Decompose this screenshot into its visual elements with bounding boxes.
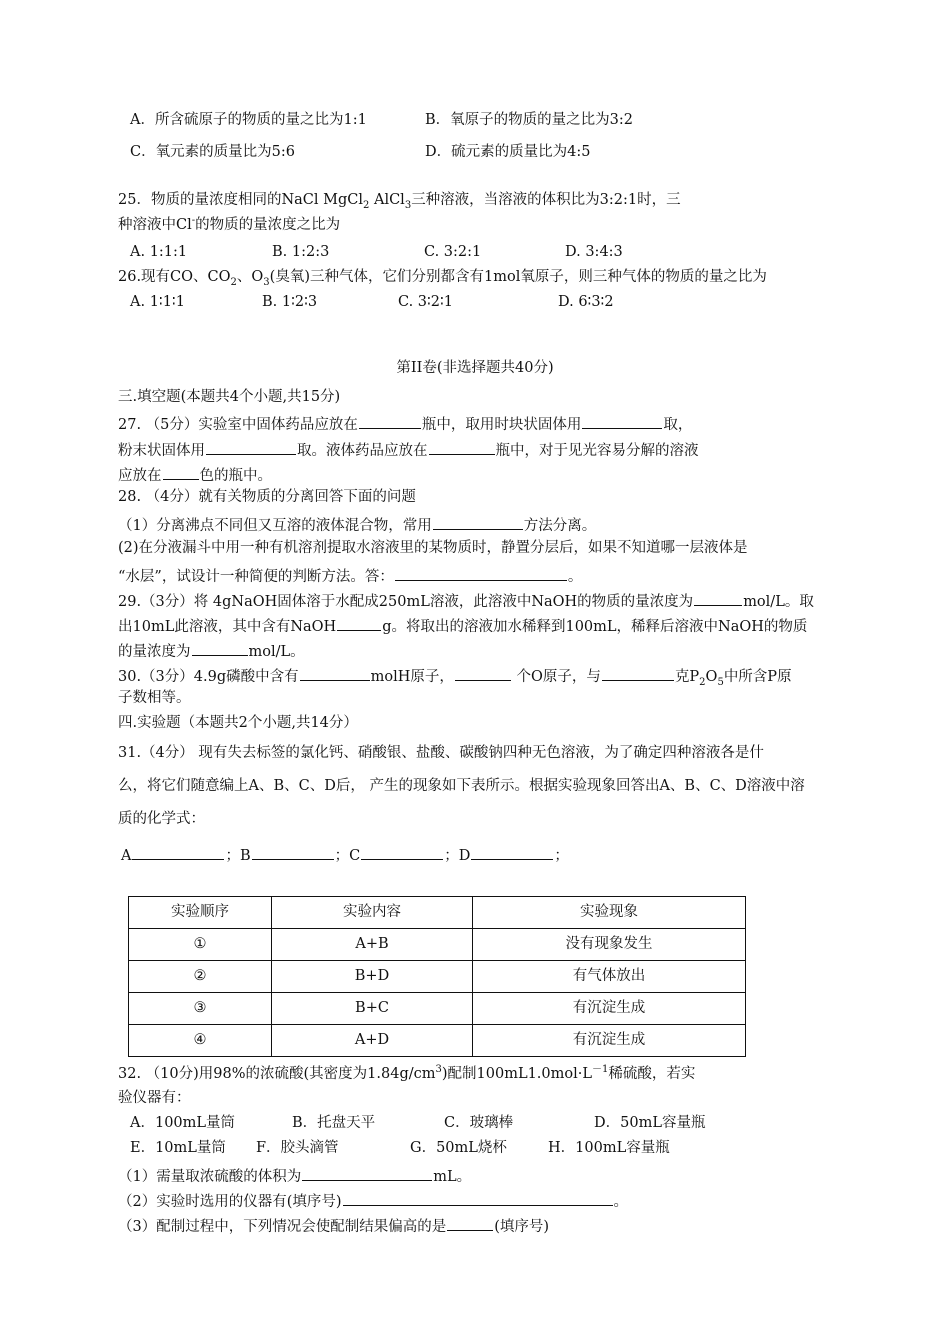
answer-blank[interactable] bbox=[694, 591, 742, 606]
q30-line1: 30.（3分）4.9g磷酸中含有 molH原子， 个O原子，与 克$P_2O_5$中所含P原 bbox=[118, 666, 792, 685]
q32-option-e: E．10mL量筒 bbox=[130, 1140, 226, 1156]
q29-line1: 29.（3分）将 4gNaOH固体溶于水配成250mL溶液，此溶液中NaOH的物质的量浓度为 mol/L。取 bbox=[118, 591, 814, 610]
part3-heading: 三.填空题(本题共4个小题,共15分) bbox=[118, 389, 341, 405]
q31-answers: A ；B ；C ；D ； bbox=[121, 845, 569, 864]
q32-option-b: B．托盘天平 bbox=[292, 1115, 376, 1131]
q24-option-c: C．氧元素的质量比为5:6 bbox=[130, 144, 295, 160]
q26-option-a: A. 1∶1∶1 bbox=[130, 294, 185, 310]
table-cell: B+C bbox=[272, 993, 473, 1025]
q32-option-c: C．玻璃棒 bbox=[444, 1115, 514, 1131]
q25-stem-line2: 种溶液中Cl-的物质的量浓度之比为 bbox=[118, 215, 341, 233]
answer-blank[interactable] bbox=[455, 666, 511, 681]
table-cell: B+D bbox=[272, 961, 473, 993]
answer-blank[interactable] bbox=[582, 414, 662, 429]
table-header: 实验现象 bbox=[473, 897, 746, 929]
table-header: 实验内容 bbox=[272, 897, 473, 929]
q32-option-g: G．50mL烧杯 bbox=[410, 1140, 507, 1156]
q32-option-f: F．胶头滴管 bbox=[256, 1140, 339, 1156]
table-header-row bbox=[129, 897, 746, 929]
q27-line1: 27. （5分）实验室中固体药品应放在 瓶中，取用时块状固体用 取， bbox=[118, 414, 692, 433]
q25-stem-line1: 25．物质的量浓度相同的NaCl MgCl$_2$ AlCl$_3$三种溶液，当溶液的体积比为3:2:1时，三 bbox=[118, 192, 681, 211]
answer-blank[interactable] bbox=[433, 515, 523, 530]
q32-option-d: D．50mL容量瓶 bbox=[594, 1115, 706, 1131]
q32-sub3: （3）配制过程中，下列情况会使配制结果偏高的是 (填序号) bbox=[118, 1216, 549, 1235]
answer-blank[interactable] bbox=[163, 465, 199, 480]
answer-blank[interactable] bbox=[206, 440, 296, 455]
section2-title: 第II卷(非选择题共40分) bbox=[396, 360, 554, 376]
q28-line2: （1）分离沸点不同但又互溶的液体混合物，常用 方法分离。 bbox=[118, 515, 596, 534]
table-row bbox=[129, 961, 746, 993]
table-row bbox=[129, 993, 746, 1025]
q26-option-c: C. 3∶2∶1 bbox=[398, 294, 454, 310]
q29-line2: 出10mL此溶液，其中含有NaOH g。将取出的溶液加水稀释到100mL，稀释后溶液中NaOH的物质 bbox=[118, 616, 807, 635]
q32-option-h: H．100mL容量瓶 bbox=[548, 1140, 670, 1156]
q27-line3: 应放在 色的瓶中。 bbox=[118, 465, 272, 484]
table-cell: 没有现象发生 bbox=[473, 929, 746, 961]
q32-line1: 32. （10分)用98%的浓硫酸(其密度为$1.84g/cm^3$)配制$100mL1.0mol\cdot L^{-1}$稀硫酸，若实 bbox=[118, 1064, 696, 1082]
q32-sub2: （2）实验时选用的仪器有(填序号) 。 bbox=[118, 1191, 628, 1210]
answer-blank-a[interactable] bbox=[132, 845, 224, 860]
q28-line3: (2)在分液漏斗中用一种有机溶剂提取水溶液里的某物质时，静置分层后，如果不知道哪一层液体是 bbox=[118, 540, 748, 556]
answer-blank[interactable] bbox=[337, 616, 381, 631]
q30-line2: 子数相等。 bbox=[118, 690, 191, 706]
q32-line2: 验仪器有： bbox=[118, 1090, 191, 1106]
answer-blank[interactable] bbox=[300, 666, 370, 681]
answer-blank[interactable] bbox=[192, 641, 248, 656]
part4-heading: 四.实验题（本题共2个小题,共14分） bbox=[118, 715, 358, 731]
answer-blank[interactable] bbox=[447, 1216, 493, 1231]
q25-option-a: A. 1:1:1 bbox=[130, 244, 188, 260]
table-row bbox=[129, 929, 746, 961]
table-cell: 有气体放出 bbox=[473, 961, 746, 993]
q27-line2: 粉末状固体用 取。液体药品应放在 瓶中，对于见光容易分解的溶液 bbox=[118, 440, 699, 459]
q25-option-b: B. 1:2:3 bbox=[272, 244, 330, 260]
table-cell: 有沉淀生成 bbox=[473, 993, 746, 1025]
table-cell: ④ bbox=[129, 1025, 272, 1057]
q25-option-d: D. 3:4:3 bbox=[565, 244, 623, 260]
table-cell: ② bbox=[129, 961, 272, 993]
q26-option-d: D. 6∶3∶2 bbox=[558, 294, 614, 310]
q24-option-d: D．硫元素的质量比为4:5 bbox=[425, 144, 591, 160]
table-cell: 有沉淀生成 bbox=[473, 1025, 746, 1057]
q25-option-c: C. 3:2:1 bbox=[424, 244, 482, 260]
q28-line1: 28. （4分）就有关物质的分离回答下面的问题 bbox=[118, 489, 416, 505]
table-header: 实验顺序 bbox=[129, 897, 272, 929]
experiment-table bbox=[128, 896, 746, 1057]
q24-option-b: B．氧原子的物质的量之比为3:2 bbox=[425, 112, 633, 128]
answer-blank[interactable] bbox=[395, 566, 567, 581]
q26-option-b: B. 1∶2∶3 bbox=[262, 294, 318, 310]
answer-blank-b[interactable] bbox=[252, 845, 334, 860]
answer-blank[interactable] bbox=[302, 1166, 432, 1181]
q28-line4: “水层”，试设计一种简便的判断方法。答： 。 bbox=[118, 566, 582, 585]
q29-line3: 的量浓度为 mol/L。 bbox=[118, 641, 305, 660]
table-cell: A+D bbox=[272, 1025, 473, 1057]
q32-sub1: （1）需量取浓硫酸的体积为 mL。 bbox=[118, 1166, 471, 1185]
answer-blank-c[interactable] bbox=[361, 845, 443, 860]
q31-line3: 质的化学式： bbox=[118, 811, 205, 827]
table-row bbox=[129, 1025, 746, 1057]
q31-line1: 31.（4分） 现有失去标签的氯化钙、硝酸银、盐酸、碳酸钠四种无色溶液，为了确定四种溶液各是什 bbox=[118, 745, 764, 761]
q31-line2: 么，将它们随意编上A、B、C、D后， 产生的现象如下表所示。根据实验现象回答出A、B、C、D溶液中溶 bbox=[118, 778, 805, 794]
q24-option-a: A．所含硫原子的物质的量之比为1:1 bbox=[130, 112, 367, 128]
answer-blank[interactable] bbox=[429, 440, 495, 455]
answer-blank-d[interactable] bbox=[471, 845, 553, 860]
answer-blank[interactable] bbox=[602, 666, 674, 681]
answer-blank[interactable] bbox=[359, 414, 421, 429]
table-cell: ③ bbox=[129, 993, 272, 1025]
q32-option-a: A．100mL量筒 bbox=[130, 1115, 236, 1131]
q26-stem: 26.现有CO、$CO_2$、$O_3$(臭氧)三种气体，它们分别都含有1mol氧原子，则三种气体的物质的量之比为 bbox=[118, 269, 767, 288]
answer-blank[interactable] bbox=[343, 1191, 613, 1206]
table-cell: ① bbox=[129, 929, 272, 961]
table-cell: A+B bbox=[272, 929, 473, 961]
